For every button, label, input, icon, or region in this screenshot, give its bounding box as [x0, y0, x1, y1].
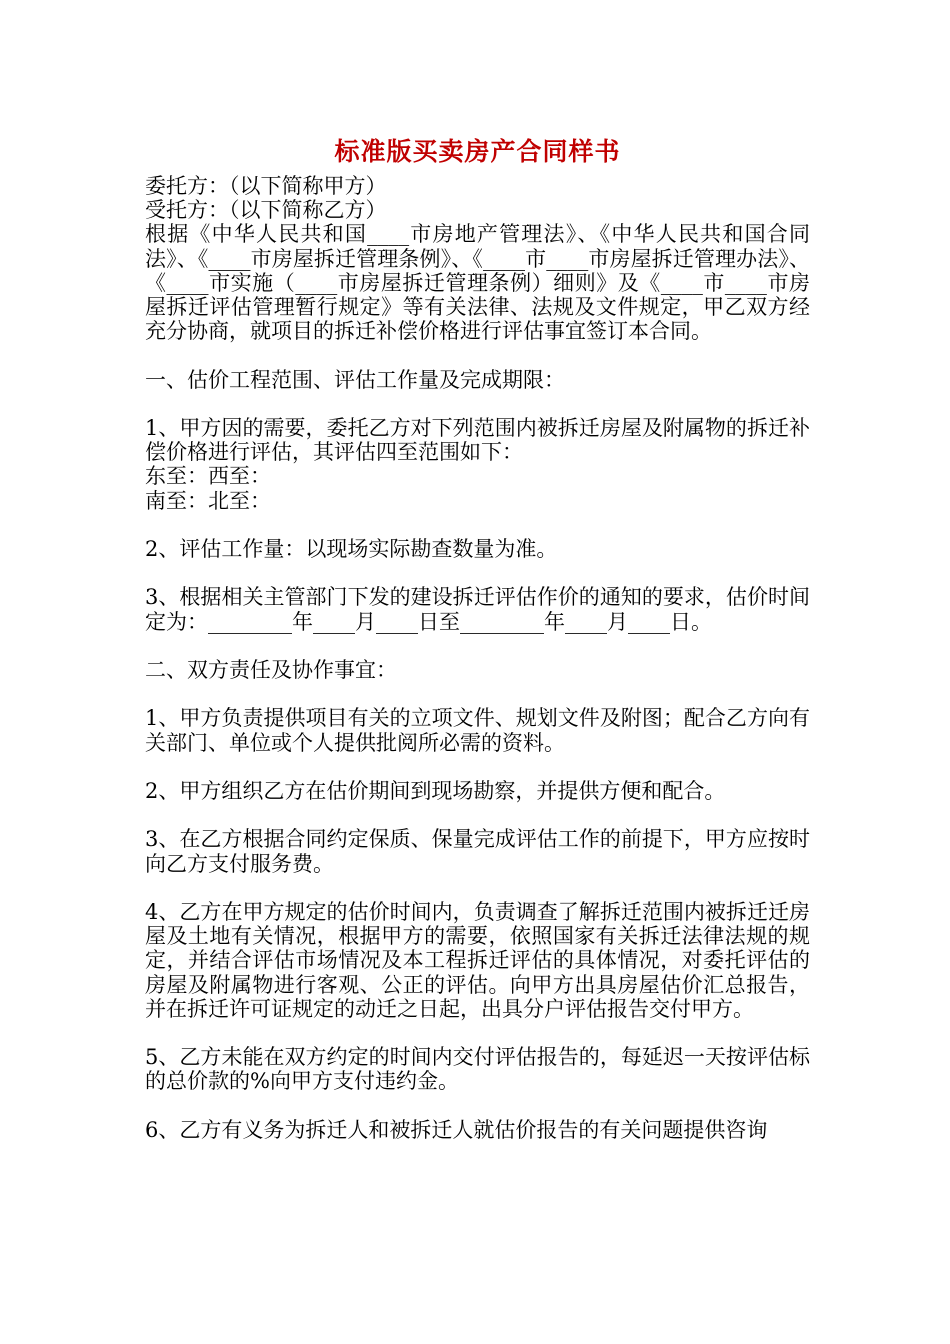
blank-line — [145, 513, 810, 537]
preamble-paragraph: 根据《中华人民共和国____市房地产管理法》、《中华人民共和国合同法》、《____市房屋拆迁管理条例》、《____市____市房屋拆迁管理办法》、《____市实施（____市房屋拆迁管理条例）细则》及《____市____市房屋拆迁评估管理暂行规定》等有关法律、法规及文件规定，甲乙双方经充分协商，就项目的拆迁补偿价格进行评估事宜签订本合同。 — [145, 222, 810, 344]
clause-1-3: 3、根据相关主管部门下发的建设拆迁评估作价的通知的要求，估价时间定为：________年____月____日至________年____月____日。 — [145, 585, 810, 634]
contractor-line: 受托方：（以下简称乙方） — [145, 198, 387, 223]
clause-2-5: 5、乙方未能在双方约定的时间内交付评估报告的，每延迟一天按评估标的总价款的%向甲方支付违约金。 — [145, 1045, 810, 1094]
blank-line — [145, 876, 810, 900]
blank-line — [145, 1021, 810, 1045]
blank-line — [145, 392, 810, 416]
clause-2-3: 3、在乙方根据合同约定保质、保量完成评估工作的前提下，甲方应按时向乙方支付服务费。 — [145, 827, 810, 876]
blank-line — [145, 682, 810, 706]
blank-line — [145, 561, 810, 585]
clause-2-4: 4、乙方在甲方规定的估价时间内，负责调查了解拆迁范围内被拆迁迁房屋及土地有关情况，根据甲方的需要，依照国家有关拆迁法律法规的规定，并结合评估市场情况及本工程拆迁评估的具体情况，对委托评估的房屋及附属物进行客观、公正的评估。向甲方出具房屋估价汇总报告，并在拆迁许可证规定的动迁之日起，出具分户评估报告交付甲方。 — [145, 899, 810, 1021]
clause-2-6: 6、乙方有义务为拆迁人和被拆迁人就估价报告的有关问题提供咨询 — [145, 1117, 768, 1142]
document-page — [145, 130, 810, 1142]
boundary-south-north: 南至：北至： — [145, 488, 271, 513]
document-title: 标准版买卖房产合同样书 — [334, 137, 621, 166]
blank-line — [145, 803, 810, 827]
section-heading-1: 一、估价工程范围、评估工作量及完成期限： — [145, 367, 565, 392]
section-heading-2: 二、双方责任及协作事宜： — [145, 657, 397, 682]
clause-1-2: 2、评估工作量：以现场实际勘查数量为准。 — [145, 537, 558, 561]
boundary-east-west: 东至：西至： — [145, 464, 271, 489]
clause-1-1: 1、甲方因的需要，委托乙方对下列范围内被拆迁房屋及附属物的拆迁补偿价格进行评估，其评估四至范围如下： — [145, 416, 810, 465]
clause-2-2: 2、甲方组织乙方在估价期间到现场勘察，并提供方便和配合。 — [145, 778, 726, 803]
blank-line — [145, 1094, 810, 1118]
blank-line — [145, 343, 810, 367]
blank-line — [145, 755, 810, 779]
client-line: 委托方：（以下简称甲方） — [145, 174, 387, 198]
clause-2-1: 1、甲方负责提供项目有关的立项文件、规划文件及附图；配合乙方向有关部门、单位或个人提供批阅所必需的资料。 — [145, 706, 810, 755]
blank-line — [145, 634, 810, 658]
